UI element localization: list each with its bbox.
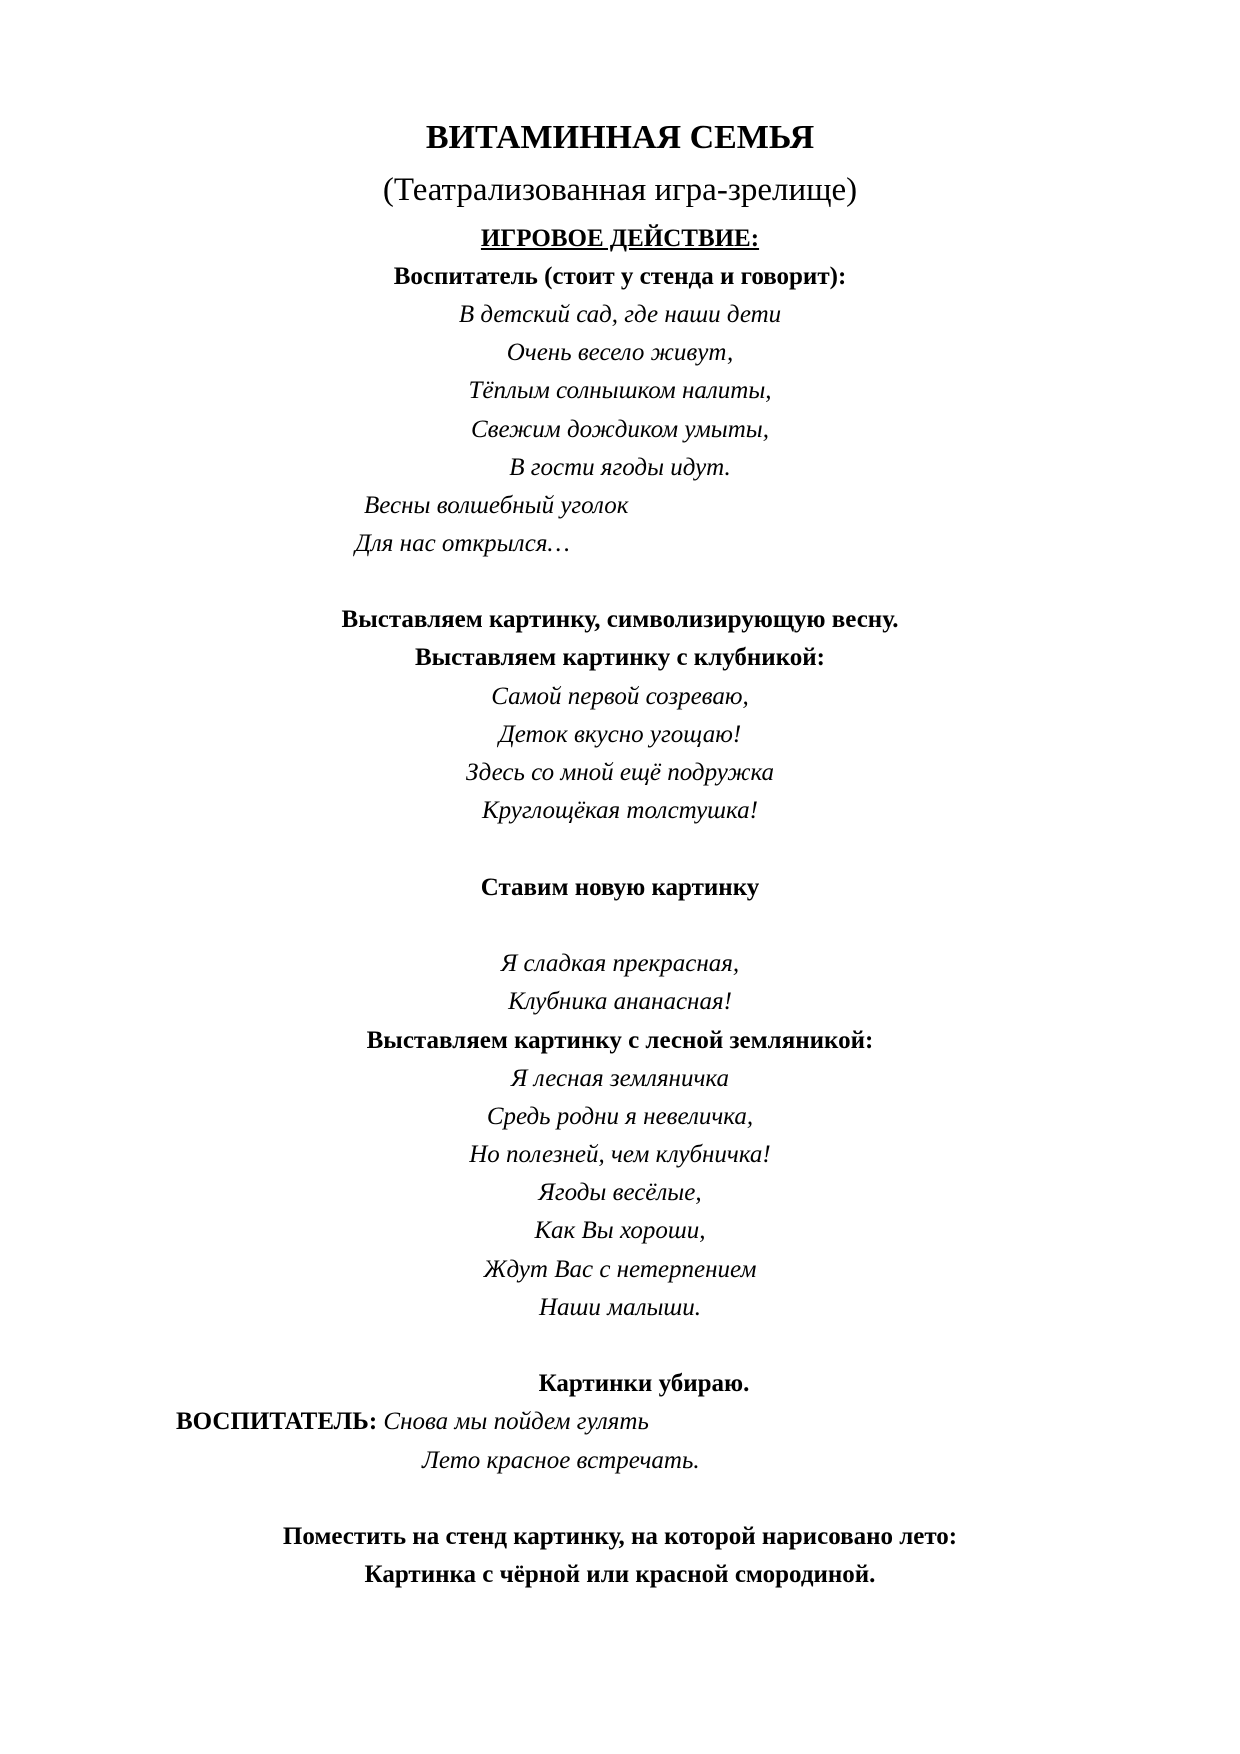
section-heading bbox=[0, 224, 1240, 254]
stage-direction: Картинки убираю. bbox=[538, 1370, 750, 1397]
speaker-text: Снова мы пойдем гулять bbox=[383, 1408, 649, 1435]
poem-line: Здесь со мной ещё подружка bbox=[465, 759, 775, 786]
poem-line: Свежим дождиком умыты, bbox=[471, 416, 769, 443]
poem-line: Ягоды весёлые, bbox=[538, 1179, 702, 1206]
poem-line: Для нас открылся… bbox=[355, 530, 570, 557]
speaker-line bbox=[176, 1407, 649, 1437]
poem-line: Я сладкая прекрасная, bbox=[500, 950, 740, 977]
stage-direction: Картинка с чёрной или красной смородиной. bbox=[364, 1561, 876, 1588]
poem-line: Очень весело живут, bbox=[506, 339, 734, 366]
stage-direction: Выставляем картинку с клубникой: bbox=[414, 644, 826, 671]
poem-line: Тёплым солнышком налиты, bbox=[468, 377, 772, 404]
stage-direction-intro: Воспитатель (стоит у стенда и говорит): bbox=[393, 263, 847, 290]
poem-line: В гости ягоды идут. bbox=[509, 454, 731, 481]
page-title: ВИТАМИННАЯ СЕМЬЯ bbox=[425, 119, 815, 156]
poem-line: В детский сад, где наши дети bbox=[458, 301, 782, 328]
page-subtitle: (Театрализованная игра-зрелище) bbox=[382, 172, 858, 208]
speaker-name: ВОСПИТАТЕЛЬ: bbox=[176, 1408, 378, 1435]
poem-line: Круглощёкая толстушка! bbox=[482, 797, 758, 824]
poem-line: Самой первой созреваю, bbox=[491, 683, 749, 710]
poem-line: Ждут Вас с нетерпением bbox=[483, 1256, 757, 1283]
stage-direction: Выставляем картинку, символизирующую весну. bbox=[341, 606, 899, 633]
poem-line: Лето красное встречать. bbox=[422, 1447, 700, 1474]
poem-line: Как Вы хороши, bbox=[534, 1217, 706, 1244]
poem-line: Средь родни я невеличка, bbox=[486, 1103, 754, 1130]
section-heading-text: ИГРОВОЕ ДЕЙСТВИЕ: bbox=[480, 225, 760, 252]
poem-line: Я лесная земляничка bbox=[511, 1065, 729, 1092]
poem-line: Наши малыши. bbox=[538, 1294, 702, 1321]
poem-line: Клубника ананасная! bbox=[508, 988, 732, 1015]
poem-line: Деток вкусно угощаю! bbox=[498, 721, 742, 748]
stage-direction: Ставим новую картинку bbox=[480, 874, 760, 901]
stage-direction: Поместить на стенд картинку, на которой нарисовано лето: bbox=[282, 1523, 958, 1550]
poem-line: Весны волшебный уголок bbox=[364, 492, 629, 519]
poem-line: Но полезней, чем клубничка! bbox=[469, 1141, 771, 1168]
stage-direction: Выставляем картинку с лесной земляникой: bbox=[366, 1027, 874, 1054]
